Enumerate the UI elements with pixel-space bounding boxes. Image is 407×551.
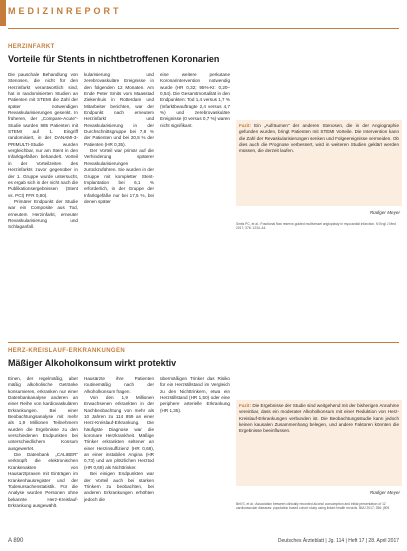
article1-kicker: HERZINFARKT: [8, 44, 55, 50]
paragraph: Hausärzte ihre Patienten routinemäßig nach der Alkoholkonsum fragen.: [84, 376, 154, 394]
paragraph: Die pauschale Behandlung von Stenosen, die nicht für den Herzinfarkt verantwortlich sind, hat in randomisierten Studien an Patienten mit STEMI die Zahl der später notwendigen Revaskularisierungen gesenkt. In früheren, der „Compare-Acute“-Studie wurden 885 Patienten mit STEMI auf 1. Eingriff randomisiert, in der DANAMI-3-PRIMULTI-Studie wurden vergleichbar, nur am Stent in den Infarktgefäßen behandelt. Vorteil in der Vorteilzeiten des Herzinfarkts zuvor gegenüber in der 1. Gruppe wurde untersucht, es ergab sich in der nicht nach die Publikationsergebnissen (Stent vs. PCI) FFR 0,80).: [8, 72, 78, 198]
header-accent-bar: [0, 0, 6, 26]
fazit-text: Ein „Aufräumen“ der anderen Stenosen, die in der Angiographie gefunden wurden, bringt Patienten mit STEMI Vorteile. Die Intervention kann die Zahl der Revaskularisierungen senken und Folgeereignisse vermeiden. Ob dies auch die Prognose verbessert, wird in weiteren Studien geklärt werden müssen, die derzeit laufen.: [239, 123, 399, 154]
paragraph: eine weitere perkutane Koronarintervention notwendig wurde (HR 0,32; 95%-KI: 0,20–0,54). Die Gesamtmortalität in den Endpunkten: Tod 1,4 versus 1,7 % (Infarktbeauftragte 2,4 versus 4,7 %) und zerebrovaskuläre Ereignisse (0 versus 0,7 %) waren nicht signifikant.: [160, 72, 230, 128]
article2-author: Rüdiger Meyer: [369, 490, 400, 495]
paragraph: Von den 1,9 Millionen Erwachsenen erkrankten in der Nachbeobachtung von mehr als 10 Jahren zu 114 859 an einer Herz-Kreislauf-Erkrankung. Die häufigste Diagnose war die koronare Herzkrankheit. Mäßige Trinker erkrankten seltener an einer Herzinsuffizienz (HR 0,68), an einer instabilen Angina (HR 0,73) und am plötzlichen Herztod (HR 0,69) als Nichttrinker.: [84, 395, 154, 470]
paragraph: übermäßigen Trinker das Risiko für ein Herzstillstand im Vergleich zu den Nichttrinkern, etwa ein Herzstillstand (HR 1,50) oder eine periphere arterielle Erkrankung (HR 1,35).: [160, 376, 230, 413]
article-divider: [8, 342, 399, 343]
paragraph: kularisierung und zerebrovaskuläre Ereignisse in den folgenden 12 Monaten. Am Ende Peter Smits vom Maasstad Ziekenhuis in Rotterdam und Mitarbeiter berichten, war der Endpunkt nach erneutem Herzinfarkt und Revaskularisierung in der Durchschnittsgruppe bei 7,8 % der Patienten und bei 20,5 % der Patienten (HR 0,35).: [84, 72, 154, 147]
article2-column-2: [84, 376, 154, 526]
fazit-label: Fazit:: [239, 123, 251, 128]
fazit-label: Fazit:: [239, 403, 251, 408]
article2-column-1: [8, 376, 78, 526]
article1-headline: Vorteile für Stents in nichtbetroffenen Koronarien: [8, 54, 220, 64]
section-label: MEDIZINREPORT: [8, 6, 122, 16]
fazit-text: Die Ergebnisse der Studie sind weitgehend mit der bisherigen Annahme vereinbar, dass ein moderater Alkoholkonsum mit einer Reduktion von Herz-Kreislauf-Erkrankungen verbunden ist. Die Beobachtungsstudie kann jedoch keinen kausalen Zusammenhang belegen, und andere Faktoren könnten die Ergebnisse beeinflussen.: [239, 403, 400, 434]
article2-kicker: HERZ-KREISLAUF-ERKRANKUNGEN: [8, 348, 126, 354]
page-number: A 890: [8, 538, 24, 544]
article2-headline: Mäßiger Alkoholkonsum wirkt protektiv: [8, 358, 177, 368]
paragraph: Der Vorteil war primär auf die Verhinderung späterer Revaskularisierungen zurückzuführen. Sie wurden in der Gruppe mit kompletter Stent-Implantation bei 6,1 % erforderlich, in der Gruppe der Infarktgefäße nur bei 17,5 %, bei denen später: [84, 148, 154, 204]
article1-column-3: [160, 72, 230, 334]
paragraph: Bei einigen Endpunkten war der Vorteil auch bei starken Trinkern zu beobachten, bei anderen Erkrankungen erhöhten jedoch die: [84, 471, 154, 502]
article1-author: Rüdiger Meyer: [369, 210, 400, 215]
article1-fazit-box: [236, 120, 402, 206]
article2-fazit-box: [236, 400, 402, 486]
paragraph: Einen, der regelmäßig, aber mäßig alkoholische Getränke konsumieren, erkranken nur einer Datenbankanalyse anderen an einer Reihe von kardiovaskulären Erkrankungen. Bei einer Beobachtungsanalyse mit mehr als 1,9 Millionen Teilnehmern wurden die Ergebnisse zu den verschiedenen Endpunkten bei unterschiedlichem Konsum ausgewertet.: [8, 376, 78, 451]
journal-citation: Deutsches Ärzteblatt | Jg. 114 | Heft 17 | 28. April 2017: [277, 538, 399, 544]
article1-column-1: [8, 72, 78, 334]
article1-reference: Smits PC, et al.: Fractional flow reserve-guided multivessel angioplasty in myocardial infarction. N Engl J Med 2017; 376: 1234–44.: [236, 222, 396, 231]
article1-column-2: [84, 72, 154, 334]
article2-column-3: [160, 376, 230, 526]
paragraph: Primärer Endpunkt der Studie war ein Composite aus Tod, erneutem Herzinfarkt, erneuter Revaskularisierung und Schlaganfall.: [8, 198, 78, 230]
article2-reference: Bell S, et al.: Association between clinically recorded alcohol consumption and initial presentation of 12 cardiovascular diseases: population based cohort study using linked health records. BMJ 2017; 356: j909.: [236, 502, 391, 511]
header-rule: [8, 28, 399, 29]
paragraph: Die Datenbank „CALIBER“ verknüpft die elektronischen Krankenakten von Hausarztpraxen mit Einträgen im Krankenhausregister und der Todesursachenstatistik. Für die Analyse wurden Personen ohne bekannte Herz-Kreislauf-Erkrankung ausgewählt.: [8, 452, 78, 508]
